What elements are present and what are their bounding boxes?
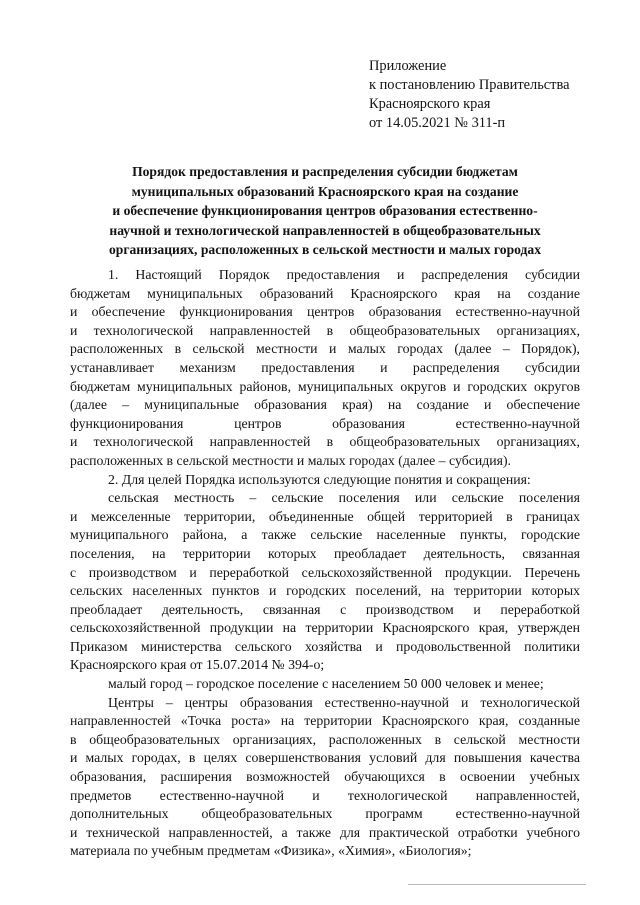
body-line: дополнительных общеобразовательных программ естественно-научной bbox=[70, 806, 580, 822]
title-line: научной и технологической направленностей в общеобразовательных bbox=[109, 222, 541, 238]
body-line: в общеобразовательных организациях, расположенных в сельской местности bbox=[70, 731, 580, 747]
appendix-header bbox=[369, 57, 569, 133]
body-line: образования, расширения возможностей обучающихся в освоении учебных bbox=[70, 769, 580, 785]
body-line: расположенных в сельской местности и малых городах (далее – Порядок), bbox=[70, 341, 580, 357]
body-line: предметов естественно-научной и технологической направленностей, bbox=[70, 787, 580, 803]
title-line: и обеспечение функционирования центров образования естественно- bbox=[112, 203, 538, 218]
body-line: муниципального района, а также сельские населенные пункты, городские bbox=[70, 527, 580, 543]
body-line: бюджетам муниципальных образований Красноярского края на создание bbox=[70, 285, 580, 301]
body-line: и технологической направленностей в общеобразовательных организациях, bbox=[70, 322, 580, 338]
body-line: сельских населенных пунктов и городских поселений, на территории которых bbox=[70, 583, 580, 599]
body-line: материала по учебным предметам «Физика», «Химия», «Биология»; bbox=[70, 843, 472, 859]
appendix-line: к постановлению Правительства bbox=[369, 77, 570, 93]
body-line: сельская местность – сельские поселения или сельские поселения bbox=[108, 490, 580, 506]
body-line: Красноярского края от 15.07.2014 № 394-о; bbox=[70, 657, 325, 673]
title-line: организациях, расположенных в сельской местности и малых городах bbox=[108, 242, 542, 257]
body-line: устанавливает механизм предоставления и распределения субсидии bbox=[70, 359, 580, 375]
appendix-line: Красноярского края bbox=[369, 96, 491, 112]
body-line: (далее – муниципальные образования края) на создание и обеспечение bbox=[70, 397, 580, 413]
body-line: функционирования центров образования естественно-научной bbox=[70, 415, 580, 431]
body-line: Приказом министерства сельского хозяйства и продовольственной политики bbox=[70, 638, 580, 654]
body-line: малый город – городское поселение с населением 50 000 человек и менее; bbox=[108, 676, 544, 692]
body-line: и технологической направленностей в общеобразовательных организациях, bbox=[70, 434, 580, 450]
title-line: муниципальных образований Красноярского края на создание bbox=[131, 183, 519, 199]
document-body bbox=[70, 266, 580, 861]
body-line: 1. Настоящий Порядок предоставления и распределения субсидии bbox=[108, 267, 580, 282]
body-line: и малых городах, в целях совершенствования условий для повышения качества bbox=[70, 750, 580, 766]
appendix-line: Приложение bbox=[369, 58, 447, 74]
footer-rule bbox=[408, 884, 586, 885]
body-line: преобладает деятельность, связанная с производством и переработкой bbox=[70, 601, 580, 617]
document-title bbox=[70, 162, 580, 260]
body-line: и технической направленностей, а также для практической отработки учебного bbox=[70, 824, 580, 840]
title-line: Порядок предоставления и распределения субсидии бюджетам bbox=[132, 164, 518, 179]
body-line: сельскохозяйственной продукции на территории Красноярского края, утвержден bbox=[70, 620, 580, 636]
body-line: 2. Для целей Порядка используются следующие понятия и сокращения: bbox=[108, 471, 531, 487]
body-line: поселения, на территории которых преобладает деятельность, связанная bbox=[70, 545, 580, 561]
appendix-line: от 14.05.2021 № 311-п bbox=[369, 115, 506, 131]
body-line: и обеспечение функционирования центров образования естественно-научной bbox=[70, 304, 580, 320]
body-line: Центры – центры образования естественно-научной и технологической bbox=[108, 694, 580, 710]
body-line: бюджетам муниципальных районов, муниципальных округов и городских округов bbox=[70, 378, 580, 394]
body-line: направленностей «Точка роста» на территории Красноярского края, созданные bbox=[70, 713, 580, 729]
body-line: расположенных в сельской местности и малых городах (далее – субсидия). bbox=[70, 452, 512, 468]
body-line: с производством и переработкой сельскохозяйственной продукции. Перечень bbox=[70, 564, 580, 580]
body-line: и межселенные территории, объединенные общей территорией в границах bbox=[70, 508, 580, 524]
